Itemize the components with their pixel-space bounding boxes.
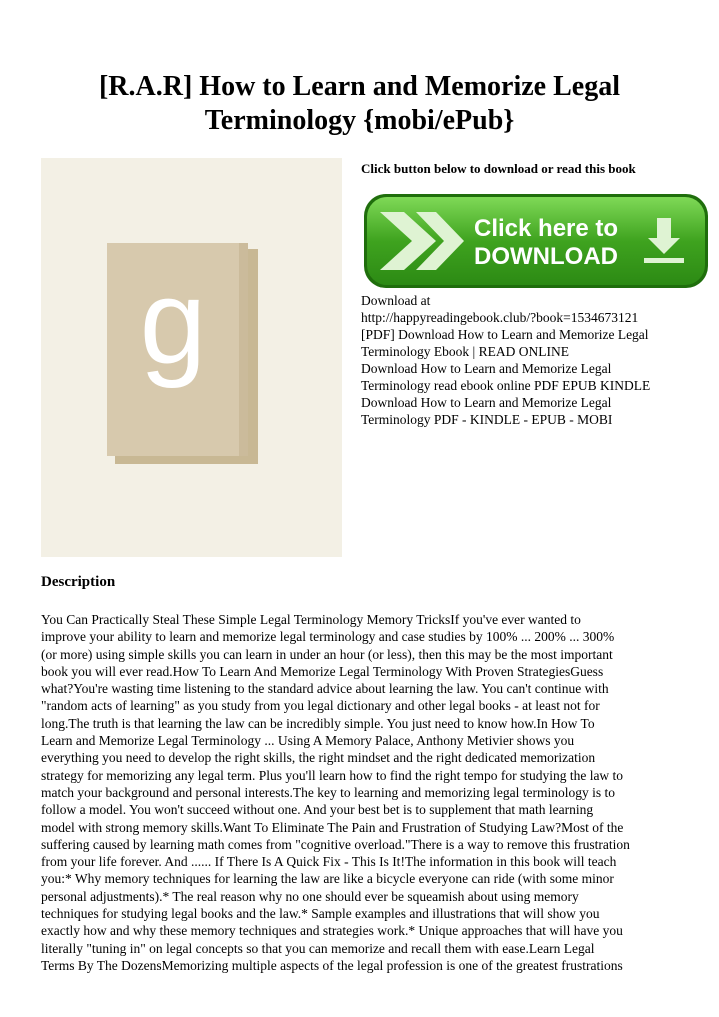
page-title [40,70,679,138]
download-panel [361,160,681,427]
description-line: from your life forever. And ...... If There Is A Quick Fix - This Is It!The information in this book will teach [41,854,617,870]
description-heading: Description [41,574,116,590]
description-line: improve your ability to learn and memorize legal terminology and case studies by 100% ... 200% ... 300% [41,629,615,645]
link-line[interactable]: Terminology PDF - KINDLE - EPUB - MOBI [361,412,613,427]
description-line: long.The truth is that learning the law can be incredibly simple. You just need to know how.In How To [41,715,595,731]
link-line[interactable]: Download How to Learn and Memorize Legal [361,361,612,376]
cover-glyph: g [139,255,207,389]
link-line[interactable]: Terminology read ebook online PDF EPUB KINDLE [361,378,651,393]
description-line: strategy for memorizing any legal term. Plus you'll learn how to find the right tempo for studying the law to [41,767,624,783]
download-button-line-2: DOWNLOAD [474,243,618,270]
description-line: Learn and Memorize Legal Terminology ... Using A Memory Palace, Anthony Metivier shows you [41,733,575,749]
download-button[interactable] [364,194,708,288]
download-button-line-1: Click here to [474,215,619,242]
description-line: you:* Why memory techniques for learning the law are like a bicycle everyone can ride (with some minor [41,871,614,887]
download-links [361,292,650,428]
goodreads-g-book-icon [107,243,258,464]
description-line: exactly how and why these memory techniques and strategies work.* Unique approaches that will have you [41,923,623,939]
description-line: book you will ever read.How To Learn And Memorize Legal Terminology With Proven StrategiesGuess [41,663,604,679]
title-line-2: Terminology {mobi/ePub} [204,105,515,136]
description-line: match your background and personal interests.The key to learning and memorizing legal terminology is to [41,784,615,800]
description-line: personal adjustments).* The real reason why no one should ever be squeamish about using memory [41,888,579,904]
description-line: (or more) using simple skills you can learn in under an hour (or less), then this may be the most important [41,646,613,662]
description-body [41,611,681,974]
book-cover [41,158,342,557]
description-line: "random acts of learning" as you study from you legal dictionary and other legal books - at least not for [41,698,600,714]
book-url-link[interactable]: http://happyreadingebook.club/?book=1534673121 [361,310,639,325]
description-line: suffering caused by learning math comes from "cognitive overload."There is a way to remove this frustration [41,836,630,852]
description-line: Terms By The DozensMemorizing multiple aspects of the legal profession is one of the greatest frustrations [41,957,623,973]
description-line: follow a model. You won't succeed without one. And your best bet is to supplement that math learning [41,802,594,818]
link-line[interactable]: Terminology Ebook | READ ONLINE [361,344,569,359]
title-line-1: [R.A.R] How to Learn and Memorize Legal [98,71,620,102]
link-line[interactable]: [PDF] Download How to Learn and Memorize Legal [361,327,649,342]
description-line: what?You're wasting time listening to the standard advice about learning the law. You can't continue with [41,681,609,697]
link-line: Download at [361,293,431,308]
link-line[interactable]: Download How to Learn and Memorize Legal [361,395,612,410]
description-line: You Can Practically Steal These Simple Legal Terminology Memory TricksIf you've ever wanted to [41,612,581,627]
description-line: model with strong memory skills.Want To Eliminate The Pain and Frustration of Studying Law?Most of the [41,819,624,835]
description-line: literally "tuning in" on legal concepts so that you can memorize and recall them with ease.Learn Legal [41,940,595,956]
description-line: techniques for studying legal books and the law.* Sample examples and illustrations that will show you [41,906,600,922]
download-prompt: Click button below to download or read this book [361,161,636,176]
description-line: everything you need to develop the right skills, the right mindset and the right dedicated memorization [41,750,596,766]
